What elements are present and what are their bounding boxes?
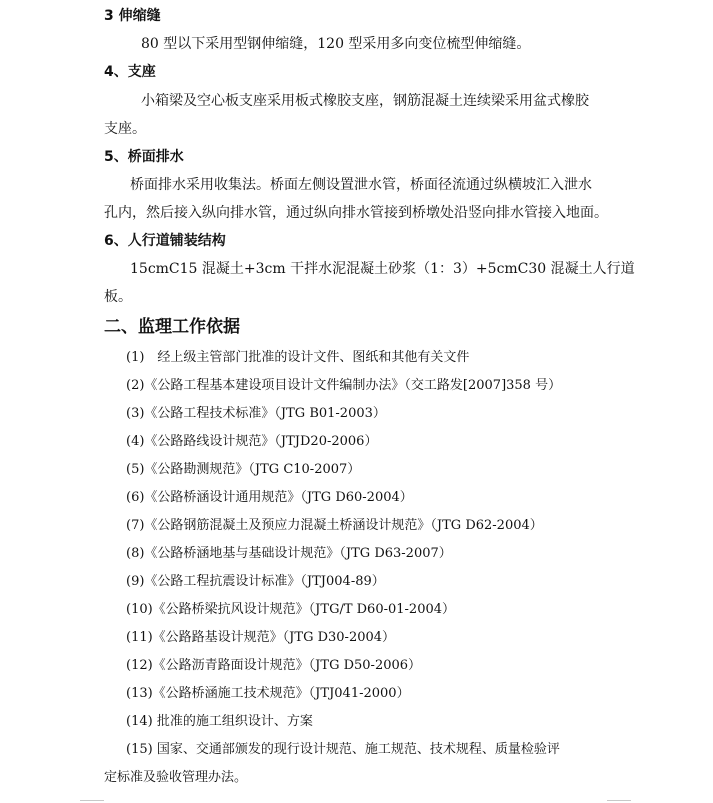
reference-item: (15) 国家、交通部颁发的现行设计规范、施工规范、技术规程、质量检验评 bbox=[126, 742, 560, 757]
paragraph-sidewalk-line1: 15cmC15 混凝土+3cm 干拌水泥混凝土砂浆（1：3）+5cmC30 混凝土人行道 bbox=[130, 261, 635, 277]
paragraph-drainage-line1: 桥面排水采用收集法。桥面左侧设置泄水管，桥面径流通过纵横坡汇入泄水 bbox=[130, 177, 592, 193]
reference-item: (2)《公路工程基本建设项目设计文件编制办法》（交工路发[2007]358 号） bbox=[126, 378, 562, 393]
reference-item: (13)《公路桥涵施工技术规范》（JTJ041-2000） bbox=[126, 686, 410, 701]
paragraph-drainage-line2: 孔内，然后接入纵向排水管，通过纵向排水管接到桥墩处沿竖向排水管接入地面。 bbox=[104, 205, 608, 221]
reference-item: (6)《公路桥涵设计通用规范》（JTG D60-2004） bbox=[126, 490, 413, 505]
reference-item: (3)《公路工程技术标准》（JTG B01-2003） bbox=[126, 406, 386, 421]
reference-item: (12)《公路沥青路面设计规范》（JTG D50-2006） bbox=[126, 658, 422, 673]
paragraph-sidewalk-line2: 板。 bbox=[104, 289, 132, 305]
page-corner-mark-right bbox=[607, 800, 631, 801]
paragraph-bearing-line1: 小箱梁及空心板支座采用板式橡胶支座，钢筋混凝土连续梁采用盆式橡胶 bbox=[141, 93, 589, 109]
reference-item: (10)《公路桥梁抗风设计规范》（JTG/T D60-01-2004） bbox=[126, 602, 456, 617]
section-heading-bearing: 4、支座 bbox=[104, 64, 156, 80]
paragraph-expansion-joint: 80 型以下采用型钢伸缩缝，120 型采用多向变位梳型伸缩缝。 bbox=[141, 36, 531, 52]
section-heading-expansion-joint: 3 伸缩缝 bbox=[104, 8, 161, 24]
reference-item-continued: 定标准及验收管理办法。 bbox=[104, 770, 248, 785]
section-heading-deck-drainage: 5、桥面排水 bbox=[104, 149, 184, 165]
reference-item: (1) 经上级主管部门批准的设计文件、图纸和其他有关文件 bbox=[126, 350, 470, 365]
reference-item: (11)《公路路基设计规范》（JTG D30-2004） bbox=[126, 630, 396, 645]
reference-item: (8)《公路桥涵地基与基础设计规范》（JTG D63-2007） bbox=[126, 546, 452, 561]
reference-item: (5)《公路勘测规范》（JTG C10-2007） bbox=[126, 462, 361, 477]
reference-item: (14) 批准的施工组织设计、方案 bbox=[126, 714, 313, 729]
chapter-title: 二、监理工作依据 bbox=[104, 317, 240, 337]
reference-item: (4)《公路路线设计规范》（JTJD20-2006） bbox=[126, 434, 378, 449]
reference-item: (9)《公路工程抗震设计标准》（JTJ004-89） bbox=[126, 574, 385, 589]
paragraph-bearing-line2: 支座。 bbox=[104, 121, 146, 137]
reference-item: (7)《公路钢筋混凝土及预应力混凝土桥涵设计规范》（JTG D62-2004） bbox=[126, 518, 543, 533]
page-corner-mark-left bbox=[80, 800, 104, 801]
section-heading-sidewalk-paving: 6、人行道铺装结构 bbox=[104, 233, 226, 249]
